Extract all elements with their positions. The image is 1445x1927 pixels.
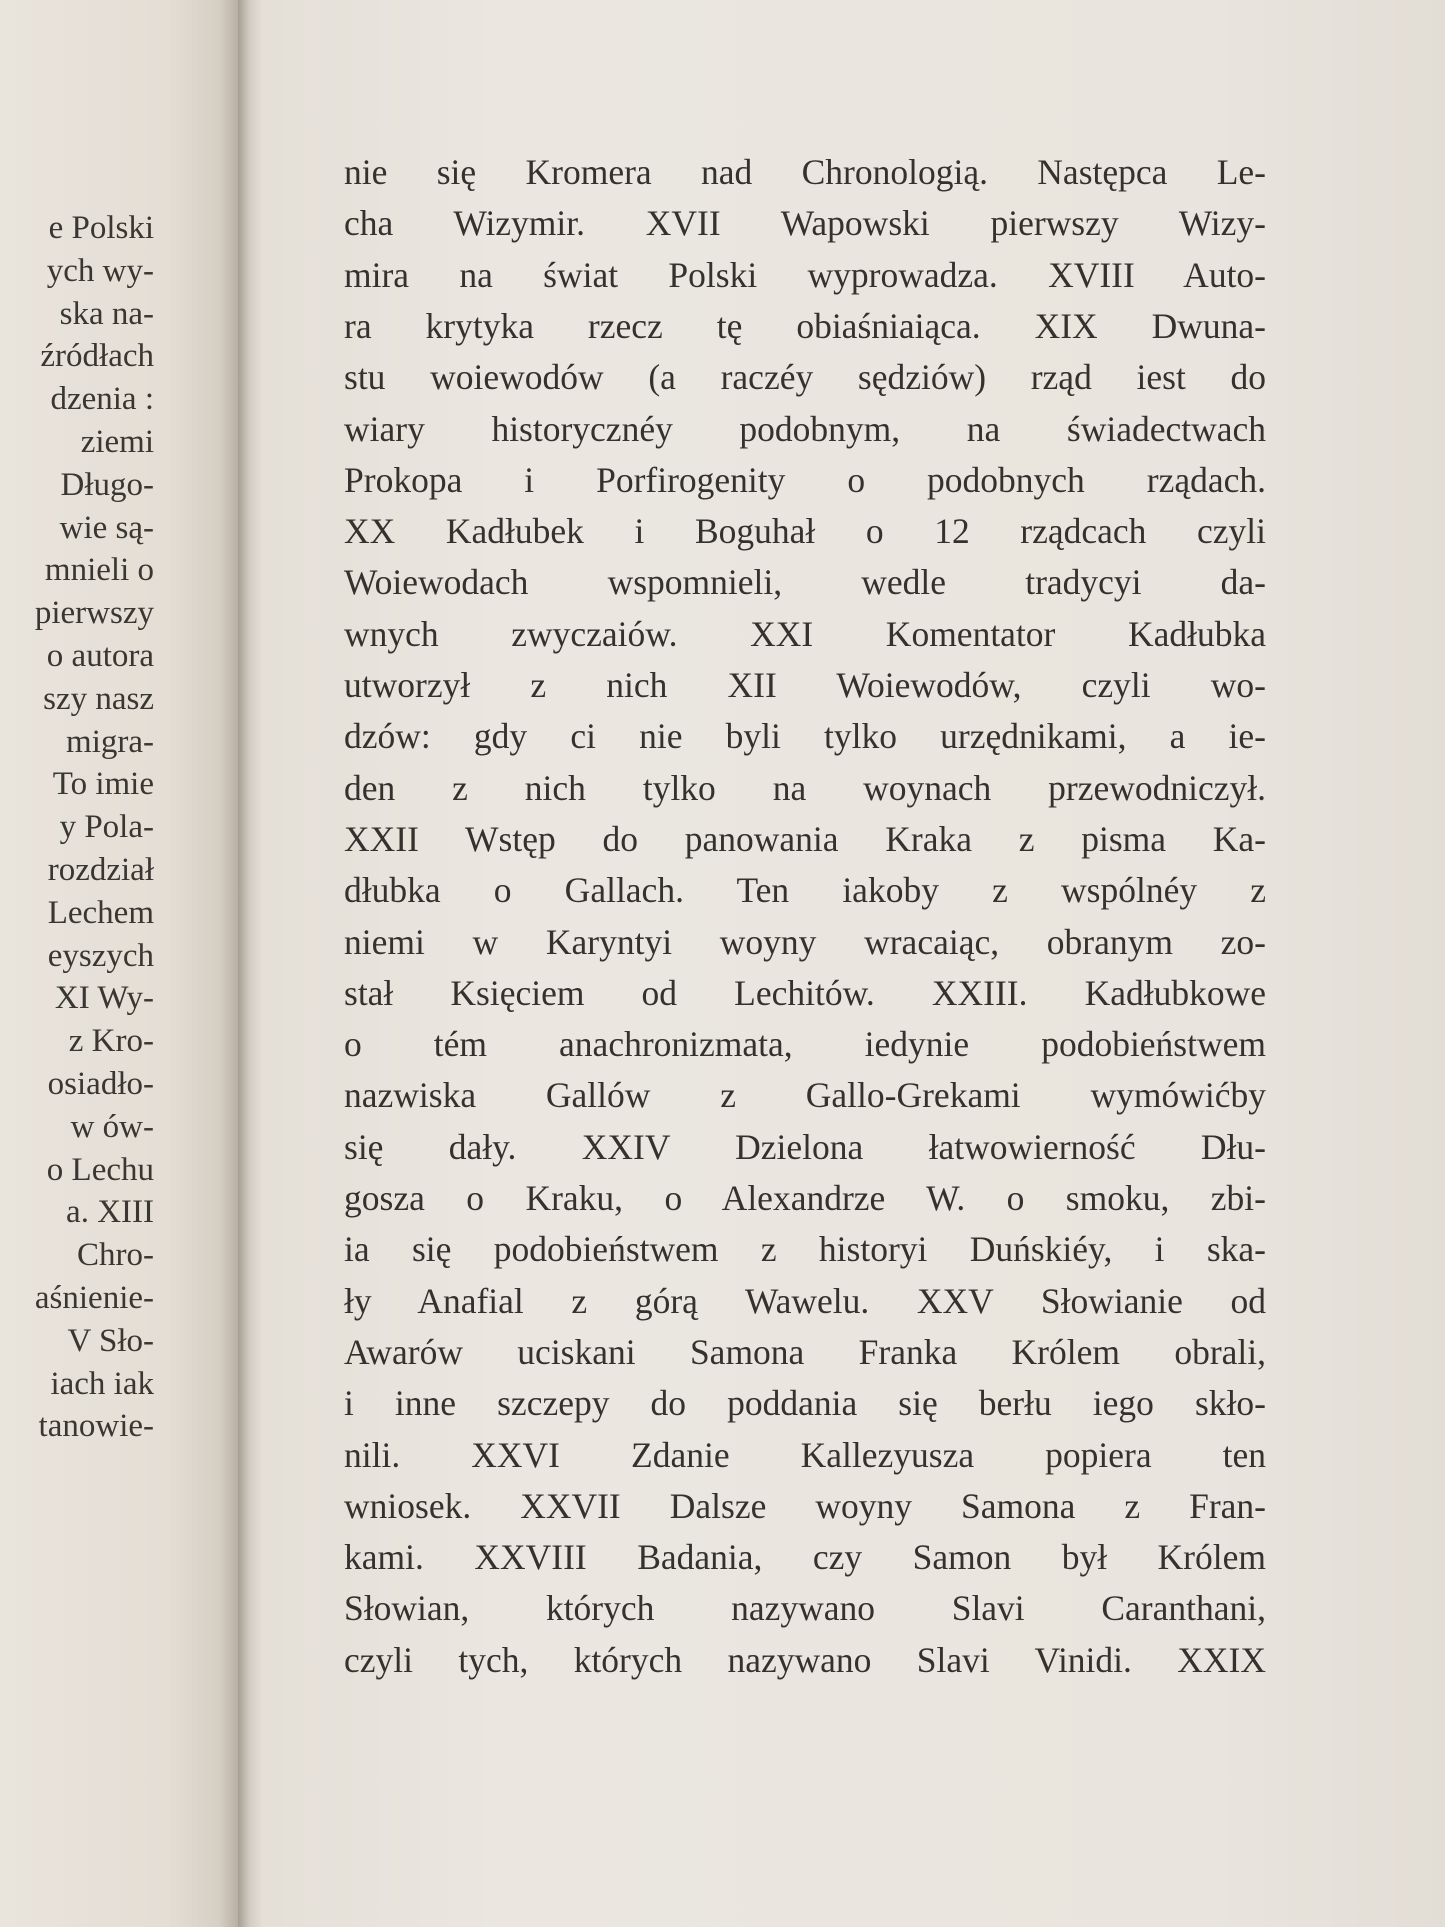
left-page-line: migra- xyxy=(66,723,154,760)
right-page-line: Awarów uciskani Samona Franka Królem obrali, xyxy=(344,1331,1266,1372)
right-page-line: ra krytyka rzecz tę obiaśniaiąca. XIX Dwuna- xyxy=(344,305,1266,346)
right-page-line: niemi w Karyntyi woyny wracaiąc, obranym zo- xyxy=(344,921,1266,962)
right-page-line: kami. XXVIII Badania, czy Samon był Królem xyxy=(344,1537,1266,1578)
left-page xyxy=(0,0,238,1927)
left-page-line: o autora xyxy=(46,638,154,674)
right-page-line: XXII Wstęp do panowania Kraka z pisma Ka- xyxy=(344,818,1266,859)
right-page-line: Słowian, których nazywano Slavi Caranthani, xyxy=(344,1588,1266,1629)
right-page-line: o tém anachronizmata, iedynie podobieństwem xyxy=(344,1024,1266,1065)
left-page-line: y Pola- xyxy=(59,809,154,846)
right-page-line: mira na świat Polski wyprowadza. XVIII Auto- xyxy=(344,254,1266,295)
left-page-line: Długo- xyxy=(60,466,154,503)
book-gutter xyxy=(238,0,264,1927)
left-page-line: pierwszy xyxy=(34,595,154,632)
left-page-line: rozdział xyxy=(47,852,154,888)
right-page xyxy=(264,0,1445,1927)
left-page-line: w ów- xyxy=(70,1108,154,1145)
right-page-line: i inne szczepy do poddania się berłu iego skło- xyxy=(344,1383,1266,1424)
right-page-line: den z nich tylko na woynach przewodniczył. xyxy=(344,767,1266,808)
left-page-line: ziemi xyxy=(80,424,154,460)
left-page-line: ych wy- xyxy=(46,252,154,289)
right-page-line: ia się podobieństwem z historyi Duńskiéy, i ska- xyxy=(344,1229,1266,1270)
left-page-line: a. XIII xyxy=(66,1194,154,1231)
right-page-line: wiary historycznéy podobnym, na świadectwach xyxy=(344,408,1266,449)
right-page-line: się dały. XXIV Dzielona łatwowierność Dłu- xyxy=(344,1126,1266,1167)
right-page-line: wnych zwyczaiów. XXI Komentator Kadłubka xyxy=(344,613,1266,654)
left-page-line: z Kro- xyxy=(68,1023,154,1060)
left-page-line: źródłach xyxy=(40,338,154,375)
left-page-line: Chro- xyxy=(77,1237,154,1274)
left-page-line: szy nasz xyxy=(43,680,154,717)
left-page-line: ska na- xyxy=(59,295,154,332)
right-page-line: dłubka o Gallach. Ten iakoby z wspólnéy z xyxy=(344,870,1266,911)
right-page-line: nazwiska Gallów z Gallo-Grekami wymówićby xyxy=(344,1075,1266,1116)
right-page-line: dzów: gdy ci nie byli tylko urzędnikami, a ie- xyxy=(344,716,1266,757)
left-page-line: aśnienie- xyxy=(34,1280,154,1316)
right-page-line: gosza o Kraku, o Alexandrze W. o smoku, zbi- xyxy=(344,1178,1266,1218)
right-page-line: stu woiewodów (a raczéy sędziów) rząd iest do xyxy=(344,357,1266,398)
right-page-line: czyli tych, których nazywano Slavi Vinidi. XXIX xyxy=(344,1639,1266,1680)
right-page-line: Woiewodach wspomnieli, wedle tradycyi da- xyxy=(344,562,1266,603)
right-page-line: nie się Kromera nad Chronologią. Następca Le- xyxy=(344,152,1266,192)
left-page-line: XI Wy- xyxy=(54,980,154,1017)
right-page-line: nili. XXVI Zdanie Kallezyusza popiera ten xyxy=(344,1434,1266,1475)
left-page-line: osiadło- xyxy=(47,1066,154,1102)
left-page-line: Lechem xyxy=(47,894,154,931)
right-page-line: stał Księciem od Lechitów. XXIII. Kadłubkowe xyxy=(344,972,1266,1013)
right-page-line: wniosek. XXVII Dalsze woyny Samona z Fran- xyxy=(344,1485,1266,1526)
left-page-line: To imie xyxy=(52,766,154,803)
left-page-line: V Sło- xyxy=(67,1322,154,1359)
right-page-line: utworzył z nich XII Woiewodów, czyli wo- xyxy=(344,665,1266,705)
left-page-line: o Lechu xyxy=(46,1151,154,1188)
left-page-line: tanowie- xyxy=(38,1408,154,1445)
left-page-line: iach iak xyxy=(50,1365,154,1402)
left-page-line: dzenia : xyxy=(50,381,154,418)
right-page-line: XX Kadłubek i Boguhał o 12 rządcach czyli xyxy=(344,511,1266,552)
left-page-line: mnieli o xyxy=(44,552,154,589)
right-page-line: Prokopa i Porfirogenity o podobnych rządach. xyxy=(344,459,1266,500)
left-page-line: eyszych xyxy=(47,937,154,974)
right-page-line: cha Wizymir. XVII Wapowski pierwszy Wizy- xyxy=(344,203,1266,244)
left-page-line: wie są- xyxy=(59,509,154,546)
right-page-line: ły Anafial z górą Wawelu. XXV Słowianie od xyxy=(344,1280,1266,1321)
left-page-line: e Polski xyxy=(48,210,154,246)
